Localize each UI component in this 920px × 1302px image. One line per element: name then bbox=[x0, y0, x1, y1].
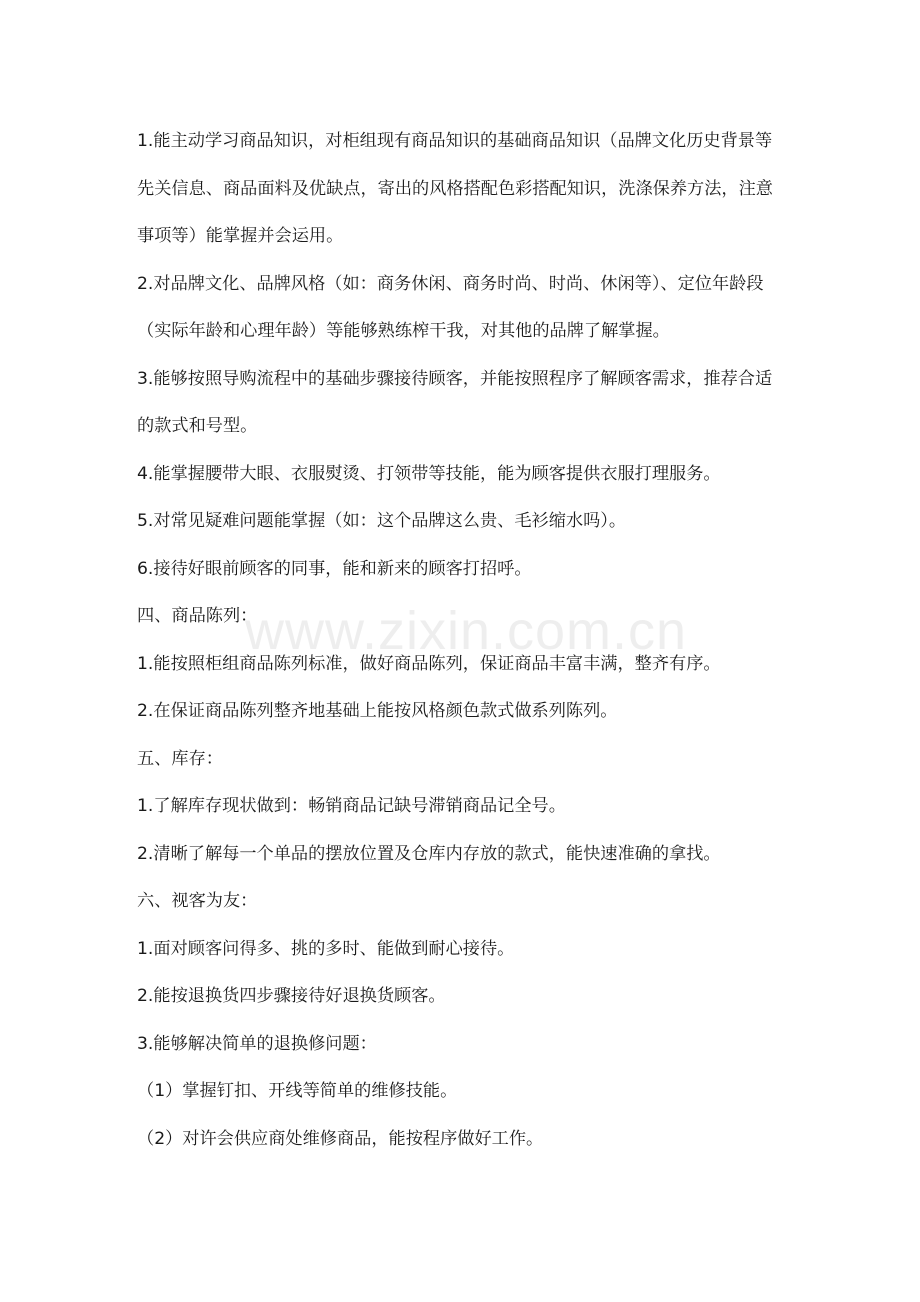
paragraph-inventory-1: 1.了解库存现状做到：畅销商品记缺号滞销商品记全号。 bbox=[137, 796, 566, 816]
paragraph-4: 4.能掌握腰带大眼、衣服熨烫、打领带等技能，能为顾客提供衣服打理服务。 bbox=[137, 463, 721, 484]
paragraph-customer-2: 2.能按退换货四步骤接待好退换货顾客。 bbox=[137, 986, 446, 1006]
paragraph-3: 3.能够按照导购流程中的基础步骤接待顾客，并能按照程序了解顾客需求，推荐合适的款式和号型。 bbox=[137, 368, 773, 436]
section-heading-inventory: 五、库存： bbox=[137, 748, 223, 769]
paragraph-display-1: 1.能按照柜组商品陈列标准，做好商品陈列，保证商品丰富丰满，整齐有序。 bbox=[137, 653, 721, 674]
paragraph-customer-3-sub-1: （1）掌握钉扣、开线等简单的维修技能。 bbox=[137, 1081, 458, 1101]
paragraph-display-2: 2.在保证商品陈列整齐地基础上能按风格颜色款式做系列陈列。 bbox=[137, 701, 618, 721]
paragraph-6: 6.接待好眼前顾客的同事，能和新来的顾客打招呼。 bbox=[137, 558, 532, 579]
paragraph-inventory-2: 2.清晰了解每一个单品的摆放位置及仓库内存放的款式，能快速准确的拿找。 bbox=[137, 843, 721, 864]
paragraph-customer-3: 3.能够解决简单的退换修问题： bbox=[137, 1033, 377, 1054]
section-heading-customer: 六、视客为友： bbox=[137, 891, 258, 911]
paragraph-1: 1.能主动学习商品知识，对柜组现有商品知识的基础商品知识（品牌文化历史背景等先关信息、商品面料及优缺点，寄出的风格搭配色彩搭配知识，洗涤保养方法，注意事项等）能掌握并会运用。 bbox=[137, 131, 773, 246]
paragraph-customer-3-sub-2: （2）对许会供应商处维修商品，能按程序做好工作。 bbox=[137, 1128, 544, 1149]
section-heading-display: 四、商品陈列： bbox=[137, 606, 258, 626]
watermark: www.zixin.com.cn bbox=[244, 601, 688, 661]
paragraph-2: 2.对品牌文化、品牌风格（如：商务休闲、商务时尚、时尚、休闲等）、定位年龄段（实际年龄和心理年龄）等能够熟练榨干我，对其他的品牌了解掌握。 bbox=[137, 273, 764, 341]
paragraph-5: 5.对常见疑难问题能掌握（如：这个品牌这么贵、毛衫缩水吗）。 bbox=[137, 511, 627, 531]
document-body bbox=[137, 118, 787, 1163]
paragraph-customer-1: 1.面对顾客问得多、挑的多时、能做到耐心接待。 bbox=[137, 938, 515, 959]
